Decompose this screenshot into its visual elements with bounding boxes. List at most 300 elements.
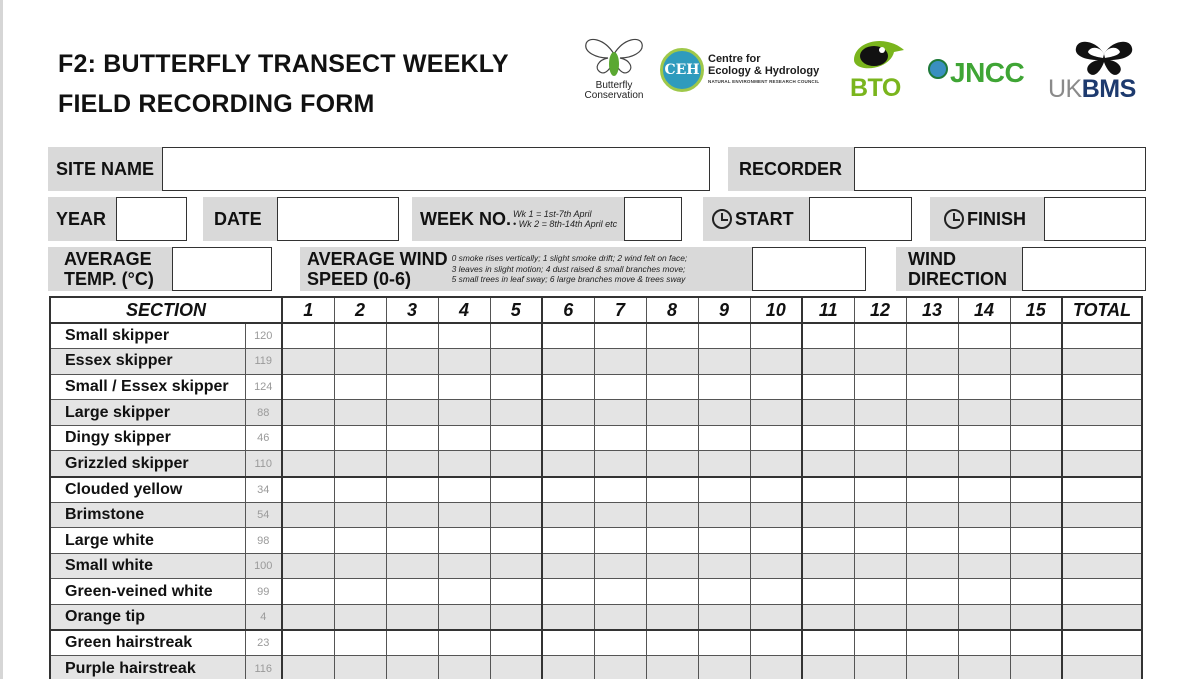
species-name: Large white — [50, 528, 245, 554]
count-cell[interactable] — [386, 630, 438, 656]
count-cell[interactable] — [750, 553, 802, 579]
count-cell[interactable] — [802, 656, 854, 679]
species-code: 120 — [245, 323, 282, 349]
count-cell[interactable] — [438, 502, 490, 528]
form-title-line-1: F2: BUTTERFLY TRANSECT WEEKLY — [58, 50, 509, 78]
count-cell[interactable] — [1010, 502, 1062, 528]
count-cell[interactable] — [646, 374, 698, 400]
avg-wind-field[interactable] — [752, 247, 866, 291]
count-cell[interactable] — [490, 579, 542, 605]
count-cell[interactable] — [802, 579, 854, 605]
count-cell[interactable] — [854, 323, 906, 349]
count-cell[interactable] — [958, 374, 1010, 400]
count-cell[interactable] — [802, 528, 854, 554]
count-cell[interactable] — [490, 477, 542, 503]
section-column-header: 9 — [698, 297, 750, 323]
count-cell[interactable] — [958, 579, 1010, 605]
count-cell[interactable] — [854, 630, 906, 656]
clock-icon — [944, 209, 964, 229]
count-cell[interactable] — [854, 425, 906, 451]
count-cell[interactable] — [282, 579, 334, 605]
count-cell[interactable] — [698, 528, 750, 554]
count-cell[interactable] — [438, 477, 490, 503]
count-cell[interactable] — [490, 349, 542, 375]
section-column-header: 2 — [334, 297, 386, 323]
species-code: 124 — [245, 374, 282, 400]
count-cell[interactable] — [1010, 400, 1062, 426]
count-cell[interactable] — [854, 553, 906, 579]
count-cell[interactable] — [542, 605, 594, 631]
count-cell[interactable] — [646, 579, 698, 605]
count-cell[interactable] — [490, 605, 542, 631]
finish-time-field[interactable] — [1044, 197, 1146, 241]
count-cell[interactable] — [334, 400, 386, 426]
count-cell[interactable] — [802, 349, 854, 375]
ceh-badge: CEH — [660, 48, 704, 92]
count-cell[interactable] — [906, 451, 958, 477]
count-cell[interactable] — [698, 656, 750, 679]
count-cell[interactable] — [646, 425, 698, 451]
count-cell[interactable] — [594, 400, 646, 426]
count-cell[interactable] — [802, 605, 854, 631]
count-cell[interactable] — [386, 656, 438, 679]
wind-direction-field[interactable] — [1022, 247, 1146, 291]
count-cell[interactable] — [646, 553, 698, 579]
count-cell[interactable] — [958, 605, 1010, 631]
count-cell[interactable] — [1010, 425, 1062, 451]
count-cell[interactable] — [698, 605, 750, 631]
count-cell[interactable] — [906, 349, 958, 375]
count-cell[interactable] — [958, 400, 1010, 426]
count-cell[interactable] — [750, 374, 802, 400]
count-cell[interactable] — [282, 374, 334, 400]
count-cell[interactable] — [594, 528, 646, 554]
count-cell[interactable] — [750, 477, 802, 503]
count-cell[interactable] — [1010, 579, 1062, 605]
finish-label-text: FINISH — [967, 208, 1027, 229]
count-cell[interactable] — [438, 323, 490, 349]
section-column-header: 10 — [750, 297, 802, 323]
count-cell[interactable] — [1010, 553, 1062, 579]
total-header: TOTAL — [1062, 297, 1142, 323]
recording-table — [49, 296, 1143, 679]
week-note — [513, 209, 617, 230]
total-cell[interactable] — [1062, 451, 1142, 477]
week-note-line-1: Wk 1 = 1st-7th April — [513, 208, 592, 219]
count-cell[interactable] — [698, 579, 750, 605]
count-cell[interactable] — [958, 553, 1010, 579]
count-cell[interactable] — [282, 451, 334, 477]
total-cell[interactable] — [1062, 502, 1142, 528]
count-cell[interactable] — [594, 451, 646, 477]
count-cell[interactable] — [438, 374, 490, 400]
count-cell[interactable] — [594, 477, 646, 503]
count-cell[interactable] — [646, 349, 698, 375]
count-cell[interactable] — [1010, 323, 1062, 349]
count-cell[interactable] — [386, 579, 438, 605]
table-row — [50, 425, 1142, 451]
count-cell[interactable] — [958, 349, 1010, 375]
count-cell[interactable] — [750, 656, 802, 679]
count-cell[interactable] — [958, 451, 1010, 477]
species-code: 88 — [245, 400, 282, 426]
count-cell[interactable] — [750, 451, 802, 477]
count-cell[interactable] — [906, 425, 958, 451]
count-cell[interactable] — [802, 374, 854, 400]
form-title — [58, 44, 509, 124]
section-column-header: 7 — [594, 297, 646, 323]
total-cell[interactable] — [1062, 605, 1142, 631]
count-cell[interactable] — [438, 528, 490, 554]
count-cell[interactable] — [646, 630, 698, 656]
count-cell[interactable] — [854, 451, 906, 477]
butterfly-conservation-line-1: Butterfly — [595, 80, 633, 91]
avg-temp-line-2: TEMP. (°C) — [64, 269, 154, 289]
count-cell[interactable] — [750, 425, 802, 451]
recorder-field[interactable] — [854, 147, 1146, 191]
count-cell[interactable] — [542, 630, 594, 656]
count-cell[interactable] — [490, 323, 542, 349]
count-cell[interactable] — [958, 323, 1010, 349]
count-cell[interactable] — [854, 349, 906, 375]
count-cell[interactable] — [490, 425, 542, 451]
count-cell[interactable] — [438, 425, 490, 451]
ceh-line-1: Centre for — [708, 53, 761, 65]
count-cell[interactable] — [698, 502, 750, 528]
count-cell[interactable] — [802, 323, 854, 349]
count-cell[interactable] — [386, 400, 438, 426]
count-cell[interactable] — [698, 374, 750, 400]
count-cell[interactable] — [646, 605, 698, 631]
count-cell[interactable] — [906, 553, 958, 579]
species-name: Essex skipper — [50, 349, 245, 375]
count-cell[interactable] — [490, 656, 542, 679]
avg-wind-label — [300, 247, 752, 291]
count-cell[interactable] — [646, 323, 698, 349]
count-cell[interactable] — [958, 477, 1010, 503]
count-cell[interactable] — [750, 502, 802, 528]
species-name: Green-veined white — [50, 579, 245, 605]
count-cell[interactable] — [750, 605, 802, 631]
count-cell[interactable] — [386, 477, 438, 503]
table-row — [50, 477, 1142, 503]
count-cell[interactable] — [906, 528, 958, 554]
count-cell[interactable] — [802, 630, 854, 656]
count-cell[interactable] — [438, 579, 490, 605]
count-cell[interactable] — [386, 451, 438, 477]
count-cell[interactable] — [854, 605, 906, 631]
count-cell[interactable] — [334, 502, 386, 528]
count-cell[interactable] — [802, 502, 854, 528]
table-row — [50, 630, 1142, 656]
count-cell[interactable] — [490, 374, 542, 400]
count-cell[interactable] — [750, 528, 802, 554]
species-code: 116 — [245, 656, 282, 679]
count-cell[interactable] — [282, 323, 334, 349]
count-cell[interactable] — [1010, 374, 1062, 400]
count-cell[interactable] — [542, 400, 594, 426]
count-cell[interactable] — [334, 477, 386, 503]
section-column-header: 1 — [282, 297, 334, 323]
count-cell[interactable] — [542, 553, 594, 579]
total-cell[interactable] — [1062, 630, 1142, 656]
count-cell[interactable] — [334, 605, 386, 631]
count-cell[interactable] — [542, 502, 594, 528]
count-cell[interactable] — [906, 630, 958, 656]
wind-scale-line-1: 0 smoke rises vertically; 1 slight smoke drift; 2 wind felt on face; — [451, 253, 688, 264]
count-cell[interactable] — [386, 374, 438, 400]
count-cell[interactable] — [646, 502, 698, 528]
site-name-label-text: SITE NAME — [56, 158, 155, 179]
count-cell[interactable] — [750, 400, 802, 426]
species-code: 34 — [245, 477, 282, 503]
count-cell[interactable] — [490, 630, 542, 656]
count-cell[interactable] — [594, 323, 646, 349]
count-cell[interactable] — [854, 656, 906, 679]
week-no-field[interactable] — [624, 197, 682, 241]
total-cell[interactable] — [1062, 528, 1142, 554]
count-cell[interactable] — [802, 425, 854, 451]
count-cell[interactable] — [282, 425, 334, 451]
table-row — [50, 528, 1142, 554]
count-cell[interactable] — [1010, 605, 1062, 631]
count-cell[interactable] — [438, 630, 490, 656]
count-cell[interactable] — [490, 528, 542, 554]
count-cell[interactable] — [282, 528, 334, 554]
count-cell[interactable] — [542, 349, 594, 375]
count-cell[interactable] — [906, 374, 958, 400]
count-cell[interactable] — [698, 400, 750, 426]
count-cell[interactable] — [594, 656, 646, 679]
start-time-field[interactable] — [809, 197, 912, 241]
site-name-field[interactable] — [162, 147, 710, 191]
count-cell[interactable] — [282, 656, 334, 679]
count-cell[interactable] — [282, 502, 334, 528]
count-cell[interactable] — [282, 630, 334, 656]
count-cell[interactable] — [594, 579, 646, 605]
count-cell[interactable] — [334, 349, 386, 375]
count-cell[interactable] — [646, 528, 698, 554]
date-label-text: DATE — [214, 208, 262, 229]
ceh-logo — [660, 44, 840, 94]
section-column-header: 12 — [854, 297, 906, 323]
total-cell[interactable] — [1062, 477, 1142, 503]
count-cell[interactable] — [386, 323, 438, 349]
count-cell[interactable] — [906, 502, 958, 528]
total-cell[interactable] — [1062, 323, 1142, 349]
count-cell[interactable] — [750, 579, 802, 605]
count-cell[interactable] — [594, 553, 646, 579]
count-cell[interactable] — [1010, 451, 1062, 477]
count-cell[interactable] — [1010, 349, 1062, 375]
count-cell[interactable] — [334, 323, 386, 349]
count-cell[interactable] — [646, 656, 698, 679]
total-cell[interactable] — [1062, 579, 1142, 605]
date-field[interactable] — [277, 197, 399, 241]
species-name: Orange tip — [50, 605, 245, 631]
count-cell[interactable] — [906, 400, 958, 426]
count-cell[interactable] — [1010, 477, 1062, 503]
total-cell[interactable] — [1062, 553, 1142, 579]
site-name-label — [48, 147, 162, 191]
count-cell[interactable] — [906, 477, 958, 503]
count-cell[interactable] — [750, 323, 802, 349]
count-cell[interactable] — [1010, 528, 1062, 554]
count-cell[interactable] — [490, 553, 542, 579]
count-cell[interactable] — [386, 502, 438, 528]
species-name: Green hairstreak — [50, 630, 245, 656]
count-cell[interactable] — [698, 451, 750, 477]
count-cell[interactable] — [958, 630, 1010, 656]
species-code: 4 — [245, 605, 282, 631]
count-cell[interactable] — [334, 630, 386, 656]
count-cell[interactable] — [386, 349, 438, 375]
species-name: Grizzled skipper — [50, 451, 245, 477]
count-cell[interactable] — [386, 528, 438, 554]
count-cell[interactable] — [854, 477, 906, 503]
count-cell[interactable] — [698, 349, 750, 375]
count-cell[interactable] — [646, 451, 698, 477]
count-cell[interactable] — [802, 553, 854, 579]
count-cell[interactable] — [906, 656, 958, 679]
total-cell[interactable] — [1062, 656, 1142, 679]
count-cell[interactable] — [542, 477, 594, 503]
count-cell[interactable] — [282, 477, 334, 503]
globe-icon — [928, 59, 948, 79]
year-field[interactable] — [116, 197, 187, 241]
count-cell[interactable] — [542, 425, 594, 451]
count-cell[interactable] — [594, 349, 646, 375]
date-label — [203, 197, 277, 241]
count-cell[interactable] — [802, 400, 854, 426]
count-cell[interactable] — [854, 579, 906, 605]
count-cell[interactable] — [282, 605, 334, 631]
count-cell[interactable] — [698, 630, 750, 656]
count-cell[interactable] — [594, 630, 646, 656]
section-column-header: 13 — [906, 297, 958, 323]
count-cell[interactable] — [438, 349, 490, 375]
count-cell[interactable] — [438, 400, 490, 426]
count-cell[interactable] — [698, 323, 750, 349]
count-cell[interactable] — [594, 502, 646, 528]
count-cell[interactable] — [334, 528, 386, 554]
count-cell[interactable] — [594, 374, 646, 400]
avg-temp-field[interactable] — [172, 247, 272, 291]
count-cell[interactable] — [542, 323, 594, 349]
count-cell[interactable] — [646, 477, 698, 503]
count-cell[interactable] — [542, 579, 594, 605]
page-edge — [0, 0, 3, 679]
count-cell[interactable] — [542, 374, 594, 400]
count-cell[interactable] — [282, 349, 334, 375]
butterfly-conservation-line-2: Conservation — [584, 90, 644, 101]
count-cell[interactable] — [438, 656, 490, 679]
species-code: 54 — [245, 502, 282, 528]
count-cell[interactable] — [334, 425, 386, 451]
count-cell[interactable] — [386, 605, 438, 631]
count-cell[interactable] — [282, 400, 334, 426]
count-cell[interactable] — [958, 656, 1010, 679]
count-cell[interactable] — [282, 553, 334, 579]
count-cell[interactable] — [594, 605, 646, 631]
total-cell[interactable] — [1062, 349, 1142, 375]
count-cell[interactable] — [750, 630, 802, 656]
section-header: SECTION — [50, 297, 282, 323]
ukbms-butterfly-icon — [1072, 40, 1136, 80]
count-cell[interactable] — [438, 553, 490, 579]
recorder-label-text: RECORDER — [739, 158, 843, 179]
count-cell[interactable] — [750, 349, 802, 375]
count-cell[interactable] — [854, 528, 906, 554]
count-cell[interactable] — [542, 528, 594, 554]
count-cell[interactable] — [854, 502, 906, 528]
count-cell[interactable] — [854, 400, 906, 426]
count-cell[interactable] — [698, 477, 750, 503]
count-cell[interactable] — [802, 477, 854, 503]
count-cell[interactable] — [334, 579, 386, 605]
count-cell[interactable] — [334, 374, 386, 400]
count-cell[interactable] — [906, 579, 958, 605]
count-cell[interactable] — [646, 400, 698, 426]
species-name: Small / Essex skipper — [50, 374, 245, 400]
species-name: Dingy skipper — [50, 425, 245, 451]
count-cell[interactable] — [386, 425, 438, 451]
count-cell[interactable] — [334, 656, 386, 679]
total-cell[interactable] — [1062, 400, 1142, 426]
species-name: Large skipper — [50, 400, 245, 426]
table-row — [50, 502, 1142, 528]
table-body — [50, 323, 1142, 679]
count-cell[interactable] — [490, 502, 542, 528]
count-cell[interactable] — [698, 553, 750, 579]
count-cell[interactable] — [958, 528, 1010, 554]
table-row — [50, 656, 1142, 679]
count-cell[interactable] — [542, 656, 594, 679]
count-cell[interactable] — [1010, 630, 1062, 656]
butterfly-conservation-logo — [578, 36, 650, 101]
count-cell[interactable] — [490, 400, 542, 426]
count-cell[interactable] — [698, 425, 750, 451]
count-cell[interactable] — [854, 374, 906, 400]
species-code: 100 — [245, 553, 282, 579]
count-cell[interactable] — [958, 502, 1010, 528]
count-cell[interactable] — [542, 451, 594, 477]
count-cell[interactable] — [594, 425, 646, 451]
count-cell[interactable] — [802, 451, 854, 477]
count-cell[interactable] — [906, 605, 958, 631]
week-no-label — [412, 197, 624, 241]
total-cell[interactable] — [1062, 425, 1142, 451]
wind-direction-line-2: DIRECTION — [908, 269, 1007, 289]
count-cell[interactable] — [386, 553, 438, 579]
total-cell[interactable] — [1062, 374, 1142, 400]
bto-bird-icon — [848, 38, 906, 76]
count-cell[interactable] — [906, 323, 958, 349]
section-column-header: 3 — [386, 297, 438, 323]
count-cell[interactable] — [958, 425, 1010, 451]
count-cell[interactable] — [334, 553, 386, 579]
count-cell[interactable] — [438, 451, 490, 477]
wind-scale-line-3: 5 small trees in leaf sway; 6 large branches move & trees sway — [451, 274, 686, 285]
count-cell[interactable] — [438, 605, 490, 631]
jncc-text: JNCC — [950, 57, 1025, 88]
butterfly-conservation-icon — [582, 36, 646, 78]
section-column-header: 14 — [958, 297, 1010, 323]
count-cell[interactable] — [334, 451, 386, 477]
count-cell[interactable] — [1010, 656, 1062, 679]
count-cell[interactable] — [490, 451, 542, 477]
table-header-row — [50, 297, 1142, 323]
